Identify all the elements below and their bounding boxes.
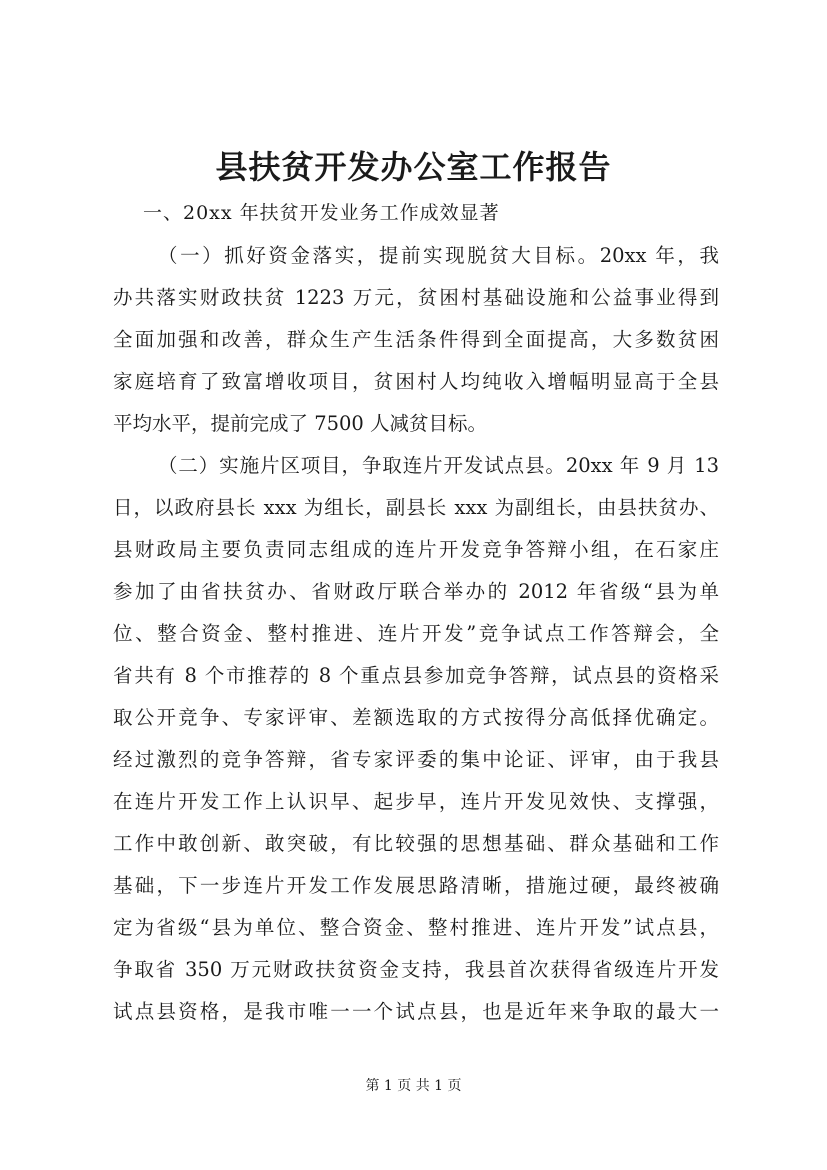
paragraph-line: 基础，下一步连片开发工作发展思路清晰，措施过硬，最终被确 (113, 874, 719, 897)
paragraph-line: 全面加强和改善，群众生产生活条件得到全面提高，大多数贫困 (113, 328, 719, 351)
paragraph-line: 试点县资格，是我市唯一一个试点县，也是近年来争取的最大一 (113, 1000, 719, 1023)
page-footer: 第 1 页 共 1 页 (365, 1078, 462, 1094)
paragraph-line: 日，以政府县长 xxx 为组长，副县长 xxx 为副组长，由县扶贫办、 (113, 496, 719, 519)
paragraph-line: 位、整合资金、整村推进、连片开发”竞争试点工作答辩会，全 (113, 622, 719, 645)
paragraph-line: 参加了由省扶贫办、省财政厅联合举办的 2012 年省级“县为单 (113, 580, 719, 603)
paragraph-line: 平均水平，提前完成了 7500 人减贫目标。 (113, 412, 488, 435)
paragraph-line: 县财政局主要负责同志组成的连片开发竞争答辩小组，在石家庄 (113, 538, 719, 561)
paragraph-line: 取公开竞争、专家评审、差额选取的方式按得分高低择优确定。 (113, 706, 719, 729)
paragraph-line: 定为省级“县为单位、整合资金、整村推进、连片开发”试点县， (113, 916, 719, 939)
paragraph-line: 家庭培育了致富增收项目，贫困村人均纯收入增幅明显高于全县 (113, 370, 719, 393)
paragraph-line: 经过激烈的竞争答辩，省专家评委的集中论证、评审，由于我县 (113, 748, 719, 771)
paragraph-line: 在连片开发工作上认识早、起步早，连片开发见效快、支撑强， (113, 790, 719, 813)
section-heading: 一、20xx 年扶贫开发业务工作成效显著 (143, 202, 500, 224)
paragraph-2 (113, 445, 719, 1033)
paragraph-line: （一）抓好资金落实，提前实现脱贫大目标。20xx 年，我 (158, 244, 719, 267)
document-title: 县扶贫开发办公室工作报告 (215, 148, 612, 186)
paragraph-line: 省共有 8 个市推荐的 8 个重点县参加竞争答辩，试点县的资格采 (113, 664, 719, 687)
paragraph-line: 办共落实财政扶贫 1223 万元，贫困村基础设施和公益事业得到 (113, 286, 719, 309)
paragraph-1 (113, 235, 719, 445)
paragraph-line: 工作中敢创新、敢突破，有比较强的思想基础、群众基础和工作 (113, 832, 719, 855)
paragraph-line: （二）实施片区项目，争取连片开发试点县。20xx 年 9 月 13 (158, 454, 719, 477)
paragraph-line: 争取省 350 万元财政扶贫资金支持，我县首次获得省级连片开发 (113, 958, 719, 981)
